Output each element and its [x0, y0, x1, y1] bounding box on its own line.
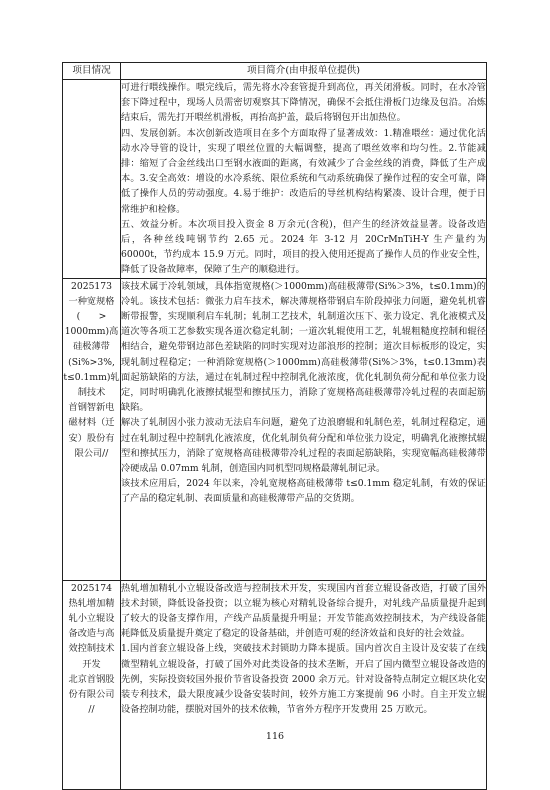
project-info-line: 一种宽规格	[68, 295, 115, 307]
project-info-cell	[63, 580, 121, 789]
description-paragraph: 解决了轧制因小张力波动无法启车问题，避免了边浪磨辊和轧制色差，轧制过程稳定，通过在轧制过程中控制乳化液浓度，优化轧制负荷分配和单位张力设定，明确乳化液擦拭辊型和擦拭压力，消除了宽规格高硅极薄带冷轧过程的表面起筋缺陷，实现宽幅高硅极薄带冷硬成品 0.07mm 轧制，创造国内同机型同规格最薄轧制记录。	[121, 417, 486, 475]
table-row	[63, 580, 487, 789]
table-row	[63, 80, 487, 279]
project-info-line: 2025173	[71, 280, 112, 292]
page-number: 116	[265, 731, 285, 742]
project-info-line: 制技术	[77, 387, 106, 399]
project-info-line: t≤0.1mm)轧	[63, 371, 120, 383]
project-info-line: ( >	[76, 311, 107, 323]
description-paragraph: 五、效益分析。本次项目投入资金 8 万余元(含税)，但产生的经济效益显著。设备改造后，各种丝线吨钢节约 2.65 元。2024 年 3-12 月 20CrMnTiH-Y 生产量约为 60000t，节约成本 15.9 万元。同时，项目的投入使用还提高了操作人员的作业安全性，降低了设备故障率，保障了生产的顺稳进行。	[121, 218, 486, 276]
project-info-line: //	[88, 704, 95, 716]
project-table	[62, 62, 487, 790]
description-paragraph: 该技术属于冷轧领域，具体指宽规格(＞1000mm)高硅极薄带(Si%＞3%，t≤0.1mm)的冷轧。该技术包括：微张力启车技术，解决薄规格带钢启车阶段掉张力问题，避免轧机睿断带报警，实现顺利启车轧制；轧制工艺技术，轧制道次压下、张力设定、乳化液模式及道次等各项工艺参数实现各道次稳定轧制；一道次轧辊使用工艺，轧辊粗糙度控制和辊径相结合，避免带钢边部色差缺陷的同时实现对边部浪形的控制；道次目标板形的设定，实现轧制过程稳定；一种消除宽规格(＞1000mm)高硅极薄带(Si%＞3%，t≤0.13mm)表面起筋缺陷的方法，通过在轧制过程中控制乳化液浓度，优化轧制负荷分配和单位张力设定，同时明确乳化液擦拭辊型和擦拭压力，消除了宽规格高硅极薄带冷轧过程的表面起筋缺陷。	[121, 280, 486, 414]
table-row	[63, 278, 487, 580]
project-info-cell	[63, 278, 121, 580]
project-info-line: 磁材料（迁	[68, 417, 115, 429]
project-info-line: 份有限公司	[68, 689, 115, 701]
project-info-line: 北京首钢股	[68, 673, 115, 685]
project-info-cell	[63, 80, 121, 279]
header-project-intro: 项目简介(由申报单位提供)	[121, 63, 487, 80]
project-info-line: 2025174	[71, 582, 112, 594]
project-info-line: 1000mm)高	[64, 326, 119, 338]
project-info-line: 首钢智新电	[68, 402, 115, 414]
project-info-line: 安）股份有	[68, 432, 115, 444]
project-info-line: 轧小立辊设	[68, 613, 115, 625]
project-description-cell	[121, 80, 487, 279]
project-info-line: (Si%>3%,	[68, 356, 115, 368]
project-info-line: 备改造与高	[68, 628, 115, 640]
project-info-line: 效控制技术	[68, 643, 115, 655]
project-info-line: 热轧增加精	[68, 597, 115, 609]
description-paragraph: 该技术应用后，2024 年以来，冷轧宽规格高硅极薄带 t≤0.1mm 稳定轧制，有效的保证了产品的稳定轧制、表面质量和高硅极薄带产品的交货期。	[121, 478, 486, 505]
project-description-cell	[121, 580, 487, 789]
description-paragraph: 1.国内首套立辊设备上线，突破技术封锁助力降本提质。国内首次自主设计及安装了在线微型精轧立辊设备，打破了国外对此类设备的技术垄断，开启了国内微型立辊设备改造的先例，实际投资较国外报价节省设备投资 2000 余万元。针对设备特点制定立辊区块化安装专利技术，最大限度减少设备安装时间，较外方施工方案提前 96 小时。自主开发立辊设备控制功能，摆脱对国外的技术依赖，节省外方程序开发费用 25 万欧元。	[121, 643, 486, 716]
header-project-status: 项目情况	[63, 63, 121, 80]
project-info-line: 限公司//	[74, 447, 109, 459]
project-description-cell	[121, 278, 487, 580]
description-paragraph: 可进行喂线操作。喂完线后，需先将水冷套管提升到高位，再关闭滑板。同时，在水冷管套下降过程中，现场人员需密切观察其下降情况，确保不会抵住滑板门边缘及包沿。冶炼结束后，需先打开喂丝机滑板，再抬高护盖，最后将钢包开出加热位。	[121, 82, 486, 124]
project-info-line: 开发	[82, 658, 101, 670]
project-info-line: 硅极薄带	[73, 341, 110, 353]
description-paragraph: 热轧增加精轧小立辊设备改造与控制技术开发，实现国内首套立辊设备改造，打破了国外技术封锁，降低设备投资；以立辊为核心对精轧设备综合提升，对轧线产品质量提升起到了较大的设备支撑作用，产线产品质量提升明显；开发节能高效控制技术，为产线设备能耗降低及质量提升奠定了稳定的设备基础，并创造可观的经济效益和良好的社会效益。	[121, 582, 486, 640]
table-header-row	[63, 63, 487, 80]
description-paragraph: 四、发展创新。本次创新改造项目在多个方面取得了显著成效：1.精准喂丝：通过优化活动水冷导管的设计，实现了喂丝位置的大幅调整，提高了喂丝效率和均匀性。2.节能减排：缩短了合金丝线出口至钢水液面的距离，有效减少了合金丝线的消费，降低了生产成本。3.安全高效：增设的水冷系统、限位系统和气动系统确保了操作过程的安全可靠，降低了操作人员的劳动强度。4.易于维护：改造后的导丝机构结构紧凑、设计合理，便于日常维护和检修。	[121, 127, 486, 215]
